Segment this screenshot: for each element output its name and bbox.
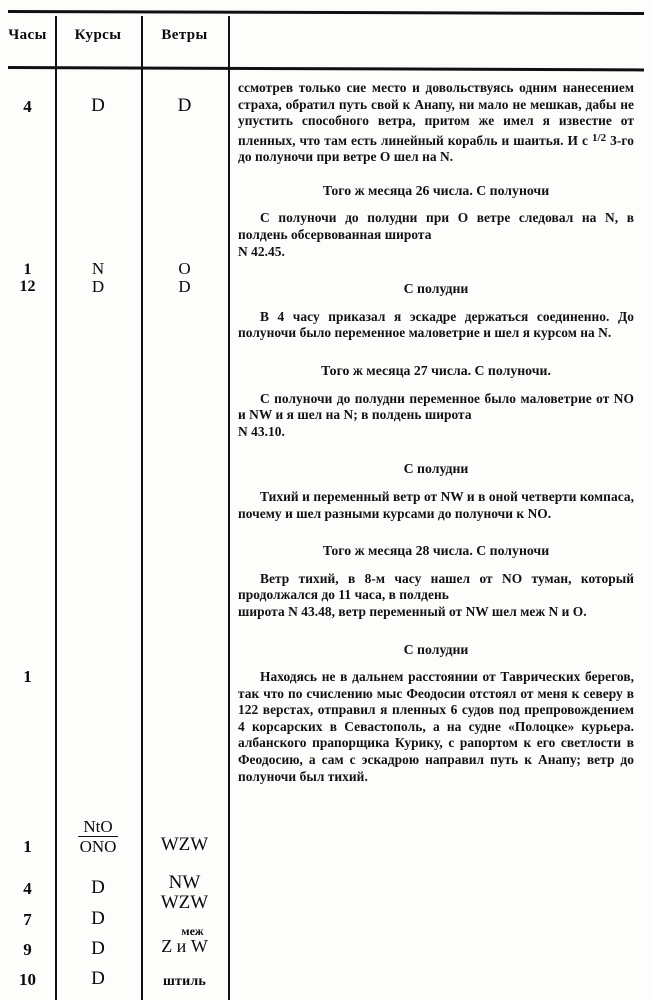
paragraph-28-latitude-line: [238, 604, 634, 621]
paragraph-28-noon: Находясь не в дальнем расстоянии от Таврических берегов, так что по счислению мыс Феодосии отстоял от меня к северу в 122 верстах, отправил я пленных 6 судов под препровождением 4 корсарских в Севастополь, а на судне «Полоцке» курьера. албанского прапорщика Курику, с рапортом к его светлости в Феодосию, а сам с эскадрою направил путь к Анапу; ветр до полуночи был тихий.: [238, 669, 634, 784]
entry-heading-28: Того ж месяца 28 числа. С полуночи: [322, 543, 550, 559]
wind-between-value: Z и W: [161, 936, 208, 956]
course-lower: D: [91, 276, 105, 296]
table-row-course: [55, 260, 141, 296]
entry-heading-noon-1: С полудни: [403, 281, 469, 297]
paragraph-28-midnight: Ветр тихий, в 8-м часу нашел от NO туман, который продолжался до 11 часа, в полдень: [238, 570, 634, 603]
table-row-wind: D: [177, 95, 192, 116]
table-top-rule: [8, 10, 644, 15]
table-row-hours: 4: [23, 97, 32, 116]
latitude-26: N 42.45.: [238, 243, 285, 259]
column-header-hours: Часы: [8, 27, 47, 43]
table-row-hours: 7: [23, 910, 32, 929]
wind-mez-label: меж: [181, 924, 204, 938]
column-header-courses: Курсы: [74, 27, 122, 43]
course-numerator: NtO: [83, 817, 113, 836]
table-row-wind: WZW: [160, 834, 209, 855]
table-row-wind: WZW: [160, 892, 209, 913]
table-row-hours: 1: [23, 837, 32, 856]
entry-heading-26: Того ж месяца 26 числа. С полуночи: [322, 182, 550, 198]
wind-lower: D: [178, 276, 191, 296]
table-row-course-fraction: [55, 818, 141, 857]
paragraph-27-noon: Тихий и переменный ветр от NW и в оной четверти компаса, почему и шел разными курсами до полуночи к NO.: [238, 488, 634, 521]
table-row-wind-between: [141, 925, 228, 956]
column-header-winds: Ветры: [161, 27, 208, 43]
p1-half-fraction: 1/2: [591, 131, 607, 144]
table-row-wind: NW: [168, 872, 201, 893]
paragraph-27-midnight: С полуночи до полудни переменное было маловетрие от NO и NW и я шел на N; в полдень широта: [238, 390, 634, 423]
paragraph-continuation: [238, 80, 634, 166]
hours-lower: 12: [19, 277, 36, 295]
entry-heading-noon-3: С полудни: [403, 641, 469, 657]
table-row-hours: 10: [19, 970, 36, 989]
table-row-wind: [141, 260, 228, 296]
p1-continued: 3-го до полуночи при ветре O шел на N.: [238, 132, 634, 165]
table-row-course: D: [91, 908, 105, 929]
table-row-course: D: [91, 968, 105, 989]
p1-text: ссмотрев только сие место и довольствуясь одним нанесением страха, обратил путь свой к Анапу, ни мало не мешкав, дабы не упустить способного ветра, притом же имел я известие от пленных, что там есть линейный корабль и шаитья. И с: [238, 80, 634, 148]
table-row-course: D: [91, 938, 105, 959]
table-row-hours: 9: [23, 940, 32, 959]
hours-upper: 1: [23, 261, 32, 278]
paragraph-26-noon: В 4 часу приказал я эскадре держаться соединенно. До полуночи было переменное маловетрие и шел я курсом на N.: [238, 308, 634, 341]
entry-heading-27: Того ж месяца 27 числа. С полуночи.: [321, 362, 551, 378]
table-header-rule: [8, 66, 644, 71]
table-row-course: D: [91, 95, 105, 116]
table-row-course: D: [91, 877, 105, 898]
course-upper: N: [91, 259, 105, 278]
table-row-hours: 4: [23, 879, 32, 898]
table-row-hours: 1: [23, 667, 32, 686]
table-row-wind: штиль: [162, 974, 207, 989]
latitude-28: широта N 43.48,: [238, 603, 336, 619]
table-row-hours: [0, 262, 55, 296]
latitude-27: N 43.10.: [238, 423, 285, 439]
paragraph-28-continued: ветр переменный от NW шел меж N и O.: [335, 603, 587, 619]
log-entry-text-column: [238, 80, 634, 785]
entry-heading-noon-2: С полудни: [403, 461, 469, 477]
paragraph-26-midnight: С полуночи до полудни при O ветре следовал на N, в полдень обсервованная широта: [238, 210, 634, 242]
course-denominator: ONO: [79, 837, 117, 856]
column-rule-winds-body: [228, 16, 230, 1000]
wind-upper: O: [178, 259, 191, 278]
